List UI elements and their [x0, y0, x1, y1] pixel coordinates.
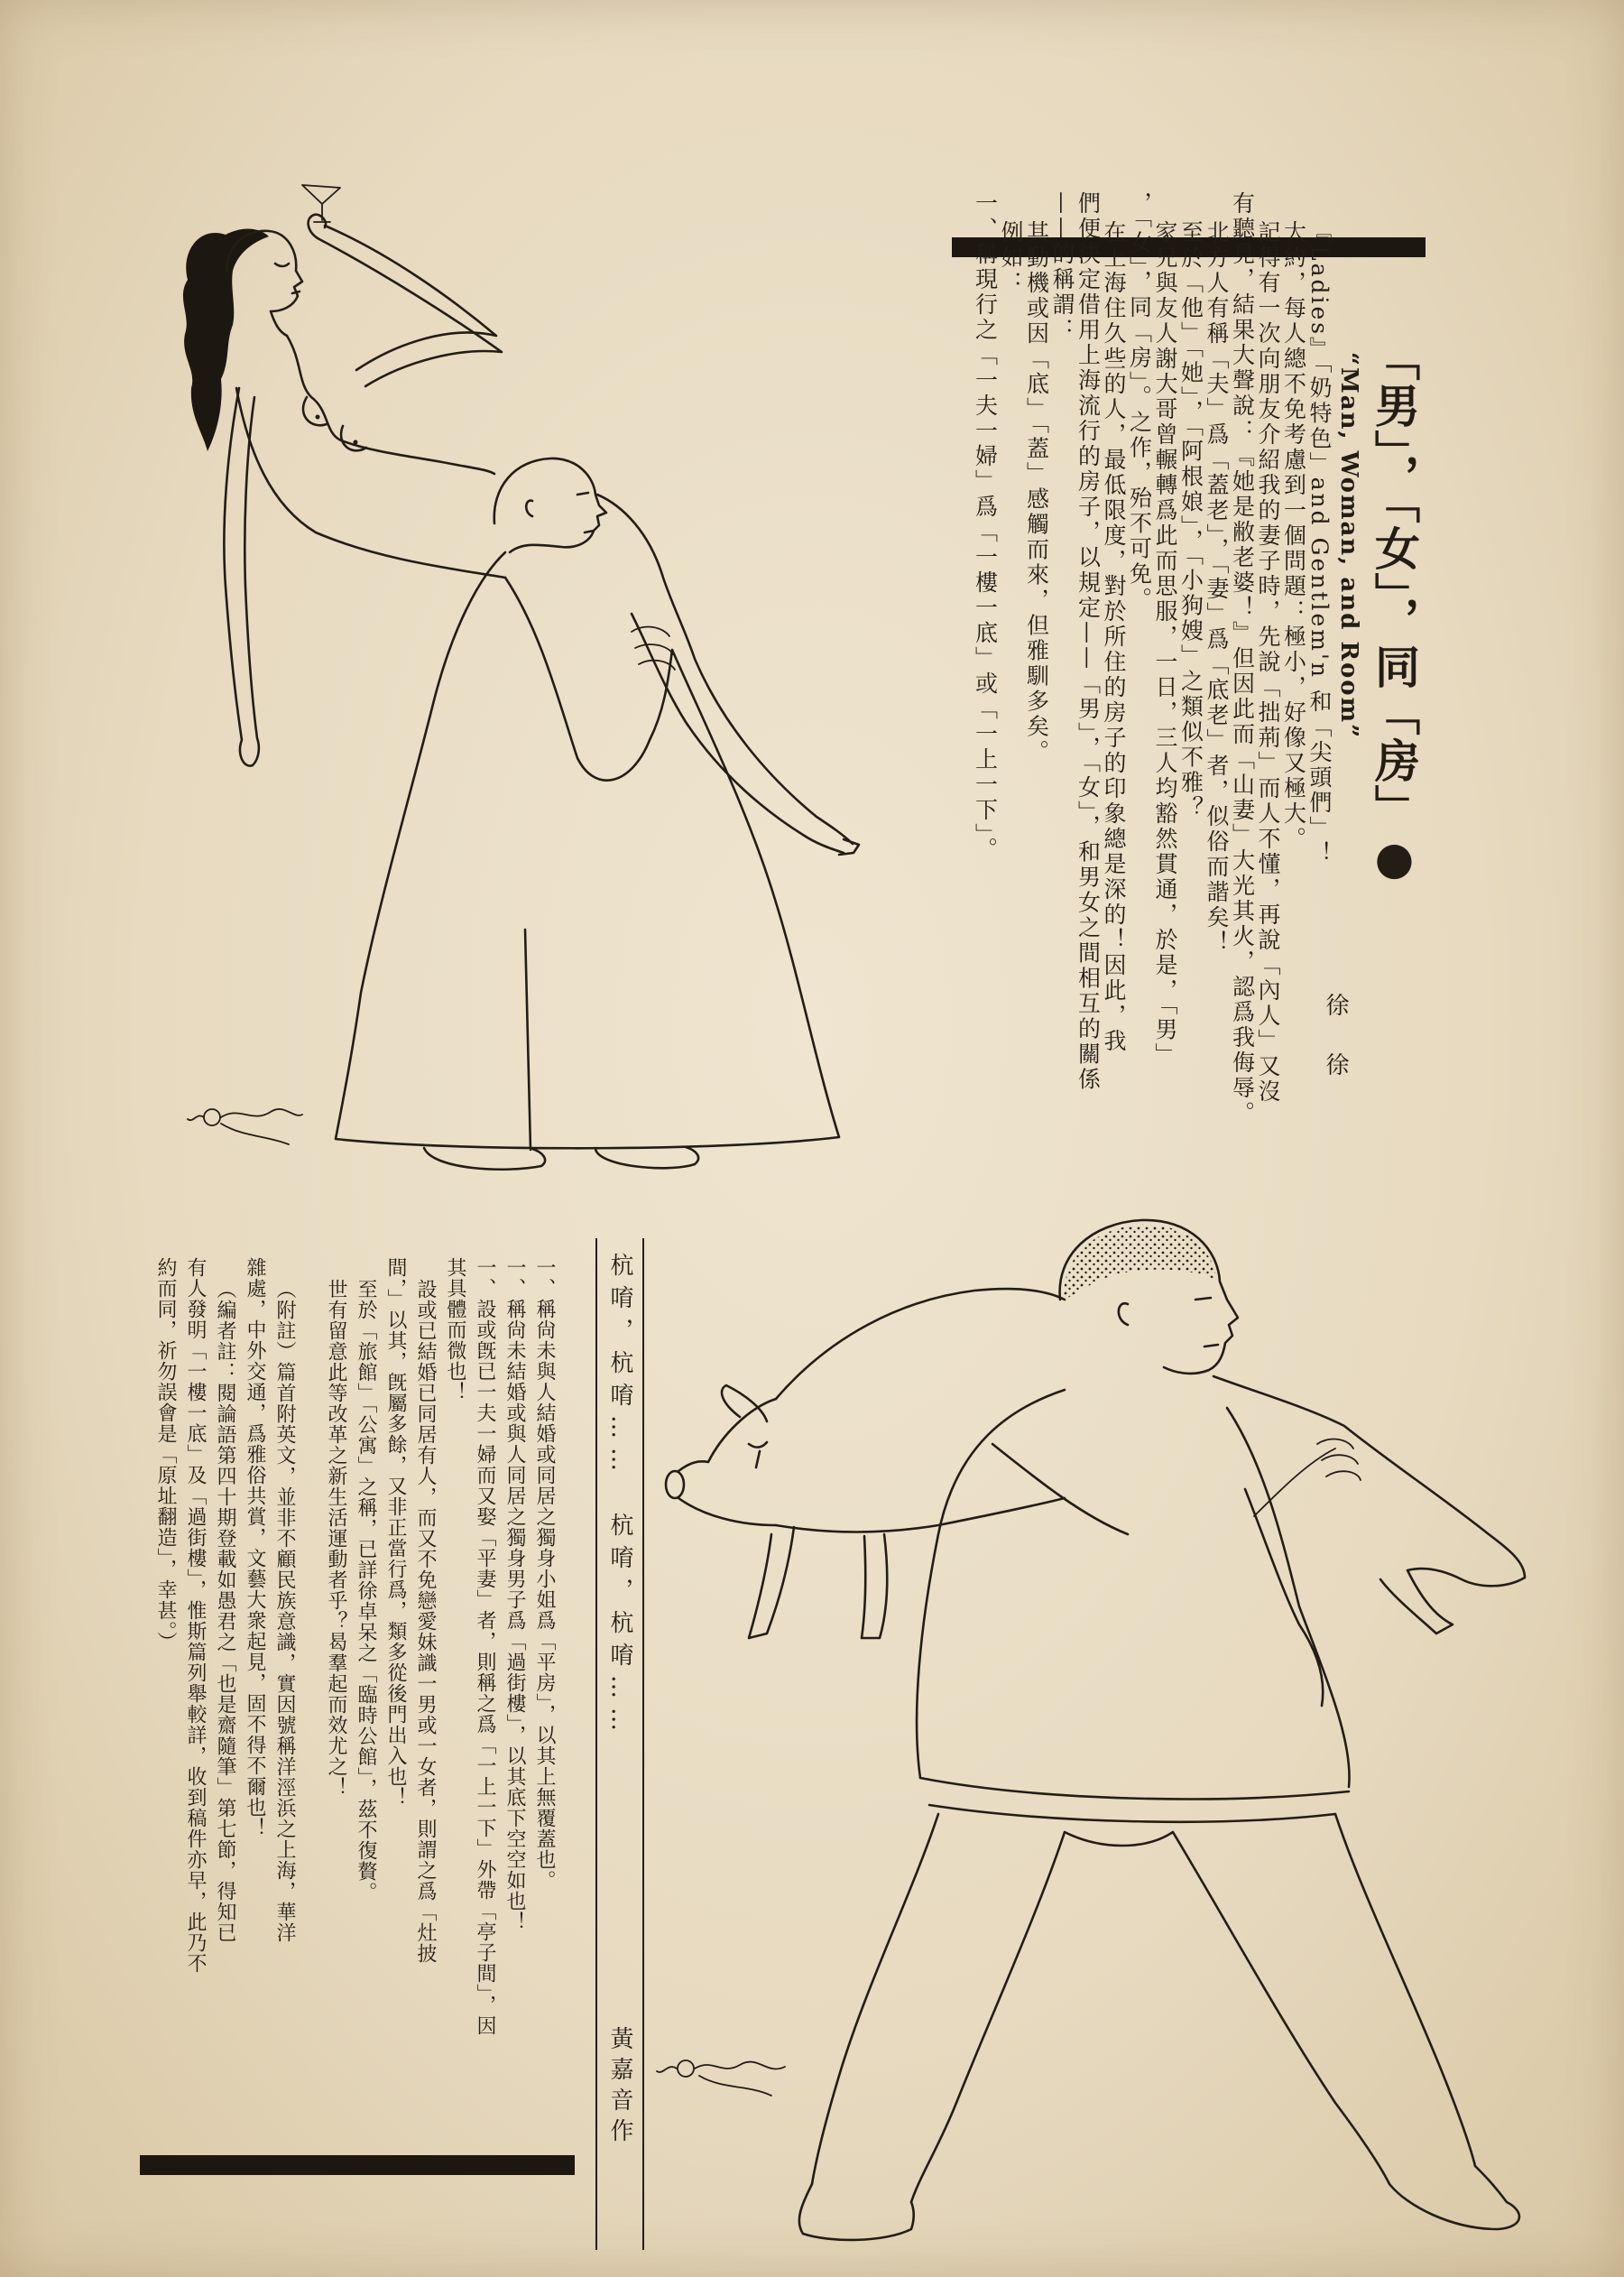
bottom-left-black-bar [140, 2155, 575, 2175]
carrier-man-hands [632, 627, 675, 670]
woman-legs [597, 495, 859, 855]
body-column: 其動機或因「底」「蓋」感觸而來，但雅馴多矣。 [1023, 220, 1050, 765]
woman-hanging-arm [224, 388, 258, 766]
body-column: 記得有一次向朋友介紹我的妻子時，先說「拙荊」而人不懂，再說「內人」又沒 [1255, 220, 1281, 1105]
continued-list [151, 1257, 559, 2036]
illustration-woman-on-man [183, 185, 859, 1170]
list-column: 一、稱尙未與人結婚或同居之獨身小姐爲「平房」，以其上無覆蓋也。 [533, 1257, 556, 1891]
list-column: 世有留意此等改革之新生活運動者乎？曷羣起而效尤之！ [325, 1279, 347, 1798]
list-column: 一、稱尙未結婚或與人同居之獨身男子爲「過街樓」，以其底下空空如也！ [503, 1257, 526, 1932]
walking-man-head-stubble [1065, 1225, 1216, 1300]
body-column: 至於「他」「她」，「阿根娘」，「小狗嫂」之類似不雅？ [1177, 220, 1204, 821]
woman-hair [183, 229, 269, 452]
carrier-man-head [494, 458, 606, 552]
woman-breast-mark [316, 415, 320, 420]
body-column: 有聽見，結果大聲說：『她是敝老婆！』但因此而「山妻」大光其火，認爲我侮辱。 [1229, 191, 1256, 1126]
ornament-doodle [657, 2060, 785, 2096]
pig-head [678, 1385, 776, 1525]
body-column: 一、稱現行之「一夫一婦」爲「一樓一底」或「一上一下」。 [972, 191, 999, 863]
editor-note-column: （編者註：閱論語第四十期登載如愚君之「也是齋隨筆」第七節，得知已 [214, 1279, 236, 1943]
article-title: 「男」，「女」，同「房」● [1368, 336, 1421, 886]
illustration-man-carrying-pig [666, 1220, 1525, 2240]
editor-note-column: 有人發明「一樓一底」及「過街樓」，惟斯篇列舉較詳，收到稿件亦早，此乃不 [184, 1257, 207, 1974]
body-column: 大約，每人總不免考慮到一個問題：極小，好像又極大。 [1280, 220, 1307, 852]
woman-raised-arm [309, 215, 502, 386]
walking-man-trousers [812, 1814, 1475, 2202]
body-column: 北方人有稱「夫」爲「蓋老」，「妻」爲「底老」者，似俗而諧矣！ [1204, 220, 1230, 956]
ornament-doodle [188, 1109, 302, 1144]
body-column: 們便決定借用上海流行的房子，以規定——「男」，「女」，和男女之間相互的關係 [1075, 191, 1102, 1093]
pig-legs [749, 1527, 1525, 1638]
woman-torso [236, 336, 505, 578]
carrier-man-shoes [424, 1147, 698, 1170]
list-column: 設或已結婚已同居有人，而又不免戀愛妹識一男或一女者，則謂之爲「灶披 [414, 1279, 437, 1964]
list-column: 至於「旅館」「公寓」之稱，已詳徐卓呆之「臨時公館」，茲不復贅。 [355, 1279, 377, 1902]
article-author: 徐徐 [1322, 993, 1349, 1112]
list-column: 其具體而微也！ [444, 1257, 466, 1402]
body-column: 在上海住久些的人，最低限度，對於所住的房子的印象總是深的！因此，我 [1101, 220, 1127, 1054]
body-column: 例如： [998, 220, 1024, 296]
list-column: 一、設或旣已一夫一婦而又娶「平妻」者，則稱之爲「一上一下」外帶「亭子間」，因 [474, 1257, 496, 2036]
pig-body [776, 1289, 1525, 1578]
body-column: ，「女」，同「房」。之作，殆不可免。 [1126, 191, 1153, 613]
article-body [972, 191, 1332, 1126]
woman-breast-mark [354, 440, 358, 445]
carrier-man-robe [336, 552, 839, 1150]
body-column: 『Ladies』「奶特色」and Gentlem'n 和「尖頭們」！ [1306, 220, 1333, 866]
walking-man-feet [799, 2166, 1519, 2240]
body-column: 家兄與友人謝大哥曾輾轉爲此而思服，一日，三人均豁然貫通，於是，「男」 [1152, 220, 1178, 1069]
walking-man-jacket [917, 1390, 1349, 1822]
footnote-column: （附註）篇首附英文，並非不顧民族意識，實因號稱洋涇浜之上海，華洋 [273, 1279, 296, 1943]
article-english-subtitle: “Man, Woman, and Room” [1335, 352, 1362, 740]
footnote-column: 雜處，中外交通，爲雅俗共賞，文藝大衆起見，固不得不爾也！ [244, 1257, 266, 1838]
illustration-artist-credit: 黃嘉音作 [606, 2026, 633, 2149]
pig-snout [666, 1471, 684, 1498]
list-column: 間，」以其，旣屬多餘，又非正當行爲，類多從後門出入也！ [384, 1257, 407, 1808]
illustration-caption-chant: 杭唷，杭唷…… 杭唷，杭唷…… [606, 1253, 633, 1740]
editor-note-column: 約而同，祈勿誤會是「原址翻造」，幸甚。） [154, 1257, 177, 1652]
body-column: ——的稱謂： [1049, 191, 1075, 343]
